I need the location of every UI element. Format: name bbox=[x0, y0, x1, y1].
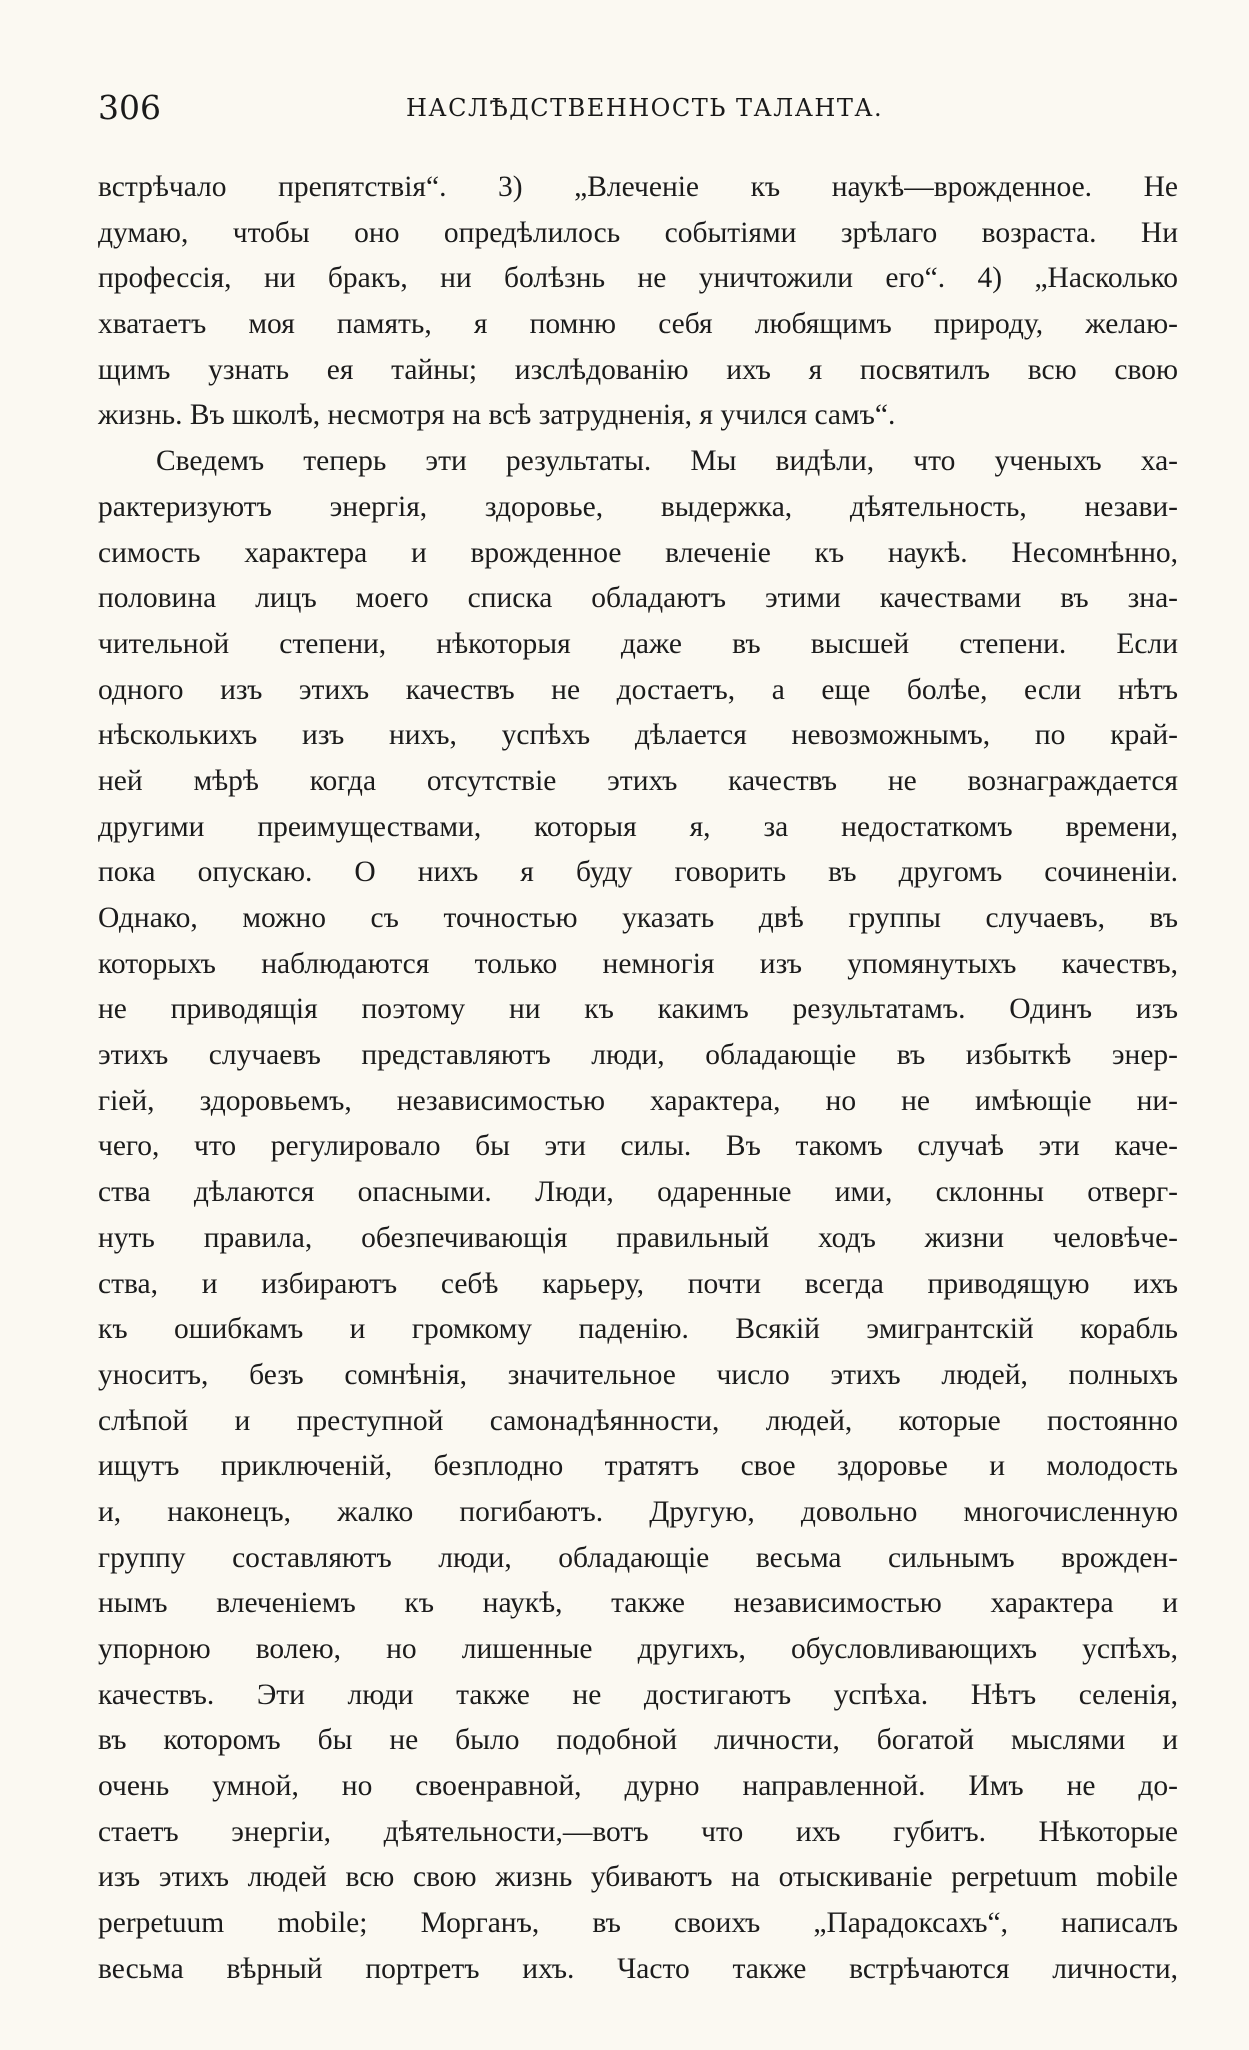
text-line: пока опускаю. О нихъ я буду говорить въ другомъ сочиненіи. bbox=[98, 856, 1178, 889]
text-line: нѣсколькихъ изъ нихъ, успѣхъ дѣлается невозможнымъ, по край- bbox=[98, 719, 1178, 752]
text-line: половина лицъ моего списка обладаютъ этими качествами въ зна- bbox=[98, 582, 1178, 615]
text-line: думаю, чтобы оно опредѣлилось событіями зрѣлаго возраста. Ни bbox=[98, 216, 1178, 249]
text-line: чего, что регулировало бы эти силы. Въ такомъ случаѣ эти каче- bbox=[98, 1130, 1178, 1163]
text-line: весьма вѣрный портретъ ихъ. Часто также встрѣчаются личности, bbox=[98, 1952, 1178, 1985]
text-line: которыхъ наблюдаются только немногія изъ упомянутыхъ качествъ, bbox=[98, 947, 1178, 980]
text-line: одного изъ этихъ качествъ не достаетъ, а еще болѣе, если нѣтъ bbox=[98, 673, 1178, 706]
page-number: 306 bbox=[98, 88, 161, 127]
text-line: Сведемъ теперь эти результаты. Мы видѣли, что ученыхъ ха- bbox=[156, 445, 1178, 478]
text-line: къ ошибкамъ и громкому паденію. Всякій эмигрантскій корабль bbox=[98, 1313, 1178, 1346]
page-header bbox=[98, 88, 1178, 138]
text-line: изъ этихъ людей всю свою жизнь убиваютъ на отыскиваніе perpetuum mobile bbox=[98, 1861, 1178, 1894]
running-title: НАСЛѢДСТВЕННОСТЬ ТАЛАНТА. bbox=[406, 94, 884, 122]
text-line: ищутъ приключеній, безплодно тратятъ свое здоровье и молодость bbox=[98, 1450, 1178, 1483]
text-line: и, наконецъ, жалко погибаютъ. Другую, довольно многочисленную bbox=[98, 1495, 1178, 1528]
text-line: группу составляютъ люди, обладающіе весьма сильнымъ врожден- bbox=[98, 1541, 1178, 1574]
text-line: не приводящія поэтому ни къ какимъ результатамъ. Одинъ изъ bbox=[98, 993, 1178, 1026]
text-line: Однако, можно съ точностью указать двѣ группы случаевъ, въ bbox=[98, 902, 1178, 934]
text-line: качествъ. Эти люди также не достигаютъ успѣха. Нѣтъ селенія, bbox=[98, 1678, 1178, 1711]
text-line: нуть правила, обезпечивающія правильный ходъ жизни человѣче- bbox=[98, 1221, 1178, 1254]
text-line: perpetuum mobile; Морганъ, въ своихъ „Парадоксахъ“, написалъ bbox=[98, 1907, 1178, 1940]
text-line: встрѣчало препятствія“. 3) „Влеченіе къ наукѣ—врожденное. Не bbox=[98, 171, 1178, 203]
text-line: этихъ случаевъ представляютъ люди, обладающіе въ избыткѣ энер- bbox=[98, 1039, 1178, 1072]
text-line: чительной степени, нѣкоторыя даже въ высшей степени. Если bbox=[98, 627, 1178, 660]
text-line: очень умной, но своенравной, дурно направленной. Имъ не до- bbox=[98, 1770, 1178, 1803]
text-line: симость характера и врожденное влеченіе къ наукѣ. Несомнѣнно, bbox=[98, 536, 1178, 569]
text-line: ней мѣрѣ когда отсутствіе этихъ качествъ не вознаграждается bbox=[98, 764, 1178, 797]
text-line: хватаетъ моя память, я помню себя любящимъ природу, желаю- bbox=[98, 308, 1178, 341]
text-line: слѣпой и преступной самонадѣянности, людей, которые постоянно bbox=[98, 1404, 1178, 1437]
body-text bbox=[98, 165, 1178, 1993]
text-line: ства, и избираютъ себѣ карьеру, почти всегда приводящую ихъ bbox=[98, 1267, 1178, 1300]
text-line: уноситъ, безъ сомнѣнія, значительное число этихъ людей, полныхъ bbox=[98, 1358, 1178, 1391]
text-line: въ которомъ бы не было подобной личности, богатой мыслями и bbox=[98, 1724, 1178, 1757]
text-line: щимъ узнать ея тайны; изслѣдованію ихъ я посвятилъ всю свою bbox=[98, 353, 1178, 386]
text-line: гіей, здоровьемъ, независимостью характера, но не имѣющіе ни- bbox=[98, 1084, 1178, 1117]
text-line: упорною волею, но лишенные другихъ, обусловливающихъ успѣхъ, bbox=[98, 1633, 1178, 1665]
text-line: профессія, ни бракъ, ни болѣзнь не уничтожили его“. 4) „Насколько bbox=[98, 262, 1178, 295]
text-line: нымъ влеченіемъ къ наукѣ, также независимостью характера и bbox=[98, 1587, 1178, 1620]
text-line: ства дѣлаются опасными. Люди, одаренные ими, склонны отверг- bbox=[98, 1176, 1178, 1209]
text-line: рактеризуютъ энергія, здоровье, выдержка, дѣятельность, незави- bbox=[98, 490, 1178, 523]
text-line: стаетъ энергіи, дѣятельности,—вотъ что ихъ губитъ. Нѣкоторые bbox=[98, 1815, 1178, 1848]
text-line: другими преимуществами, которыя я, за недостаткомъ времени, bbox=[98, 810, 1178, 843]
text-line: жизнь. Въ школѣ, несмотря на всѣ затрудненія, я учился самъ“. bbox=[98, 399, 896, 432]
